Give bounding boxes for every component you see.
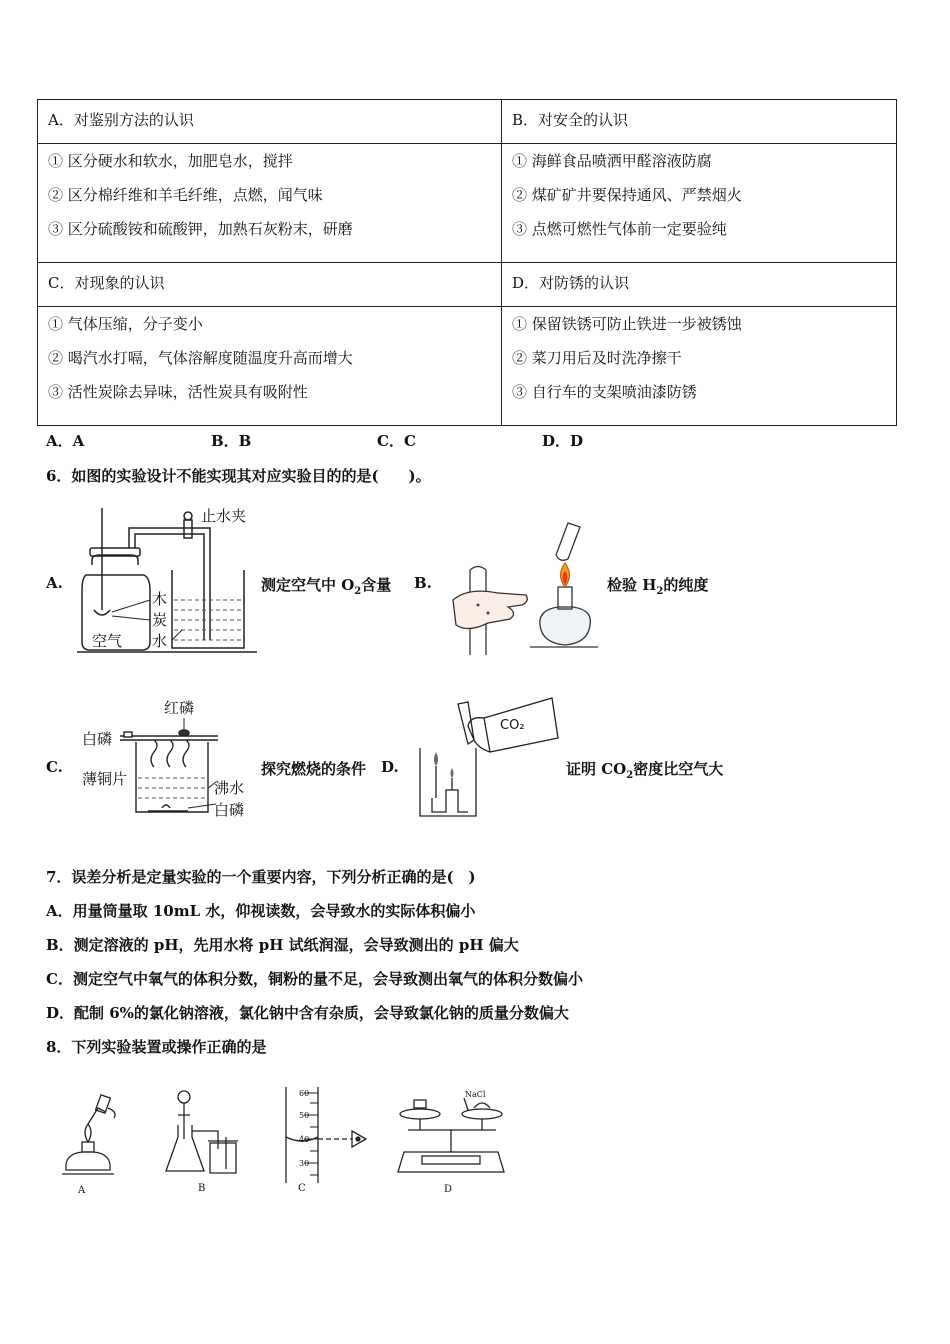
q6-b-caption-pre: 检验 H <box>607 576 657 594</box>
q6-a-caption-sub: 2 <box>354 586 362 597</box>
q6-a-label-charcoal-1: 木 <box>152 590 168 608</box>
q6-c-caption: 探究燃烧的条件 <box>261 760 367 778</box>
q8-stem: 8．下列实验装置或操作正确的是 <box>46 1038 267 1056</box>
cell-a-body <box>38 144 502 263</box>
q6-b-figure <box>448 515 608 655</box>
q7-stem: 7．误差分析是定量实验的一个重要内容，下列分析正确的是( ) <box>46 868 476 886</box>
cell-b-item-3: ③ 点燃可燃性气体前一定要验纯 <box>512 220 727 238</box>
q8-c-tick-60: 60 <box>299 1089 310 1098</box>
cell-c-item-3: ③ 活性炭除去异味，活性炭具有吸附性 <box>48 383 308 401</box>
q6-d-caption-pre: 证明 CO <box>566 760 627 778</box>
q8-label-d: D <box>444 1184 453 1195</box>
q6-d-letter: D. <box>381 758 399 776</box>
q6-a-letter: A. <box>46 574 63 592</box>
q8-d-label-nacl: NaCl <box>465 1090 486 1099</box>
cell-b-title: B．对安全的认识 <box>502 100 897 144</box>
q8-label-a: A <box>78 1185 86 1196</box>
q5-option-d: D．D <box>542 432 584 450</box>
cell-d-title: D．对防锈的认识 <box>502 263 897 307</box>
q7-option-a: A．用量筒量取 10mL 水，仰视读数，会导致水的实际体积偏小 <box>46 902 476 920</box>
knowledge-table <box>37 99 897 426</box>
q6-d-label-co2: CO₂ <box>500 718 525 733</box>
q6-c-letter: C. <box>46 758 63 776</box>
cell-a-item-3: ③ 区分硫酸铵和硫酸钾，加熟石灰粉末，研磨 <box>48 220 353 238</box>
q6-b-letter: B. <box>414 574 432 592</box>
cell-b-body <box>502 144 897 263</box>
q6-a-caption-pre: 测定空气中 O <box>261 576 355 594</box>
q6-a-label-charcoal-2: 炭 <box>152 611 168 629</box>
q7-option-c: C．测定空气中氧气的体积分数，铜粉的量不足，会导致测出氧气的体积分数偏小 <box>46 970 583 988</box>
cell-a-item-1: ① 区分硬水和软水，加肥皂水，搅拌 <box>48 152 293 170</box>
cell-a-item-2: ② 区分棉纤维和羊毛纤维，点燃，闻气味 <box>48 186 323 204</box>
cell-d-item-1: ① 保留铁锈可防止铁进一步被锈蚀 <box>512 315 742 333</box>
q8-c-figure <box>280 1085 380 1185</box>
q6-c-label-boiling-water: 沸水 <box>214 779 245 797</box>
cell-c-title: C．对现象的认识 <box>38 263 502 307</box>
q6-a-label-water: 水 <box>152 632 168 650</box>
q7-option-b: B．测定溶液的 pH，先用水将 pH 试纸润湿，会导致测出的 pH 偏大 <box>46 936 519 954</box>
cell-c-item-1: ① 气体压缩，分子变小 <box>48 315 203 333</box>
q8-a-figure <box>58 1090 128 1182</box>
q6-a-caption-post: 含量 <box>361 576 392 594</box>
q8-c-tick-30: 30 <box>299 1159 310 1168</box>
cell-d-item-2: ② 菜刀用后及时洗净擦干 <box>512 349 682 367</box>
cell-b-item-1: ① 海鲜食品喷洒甲醛溶液防腐 <box>512 152 712 170</box>
q8-d-figure <box>392 1092 512 1182</box>
q6-a-label-clamp: 止水夹 <box>201 507 247 525</box>
q6-stem: 6．如图的实验设计不能实现其对应实验目的的是( )。 <box>46 467 431 485</box>
cell-d-body <box>502 307 897 426</box>
q6-b-caption-sub: 2 <box>656 586 664 597</box>
q6-d-caption-sub: 2 <box>626 770 634 781</box>
q8-c-tick-40: 40 <box>299 1135 310 1144</box>
cell-b-item-2: ② 煤矿矿井要保持通风、严禁烟火 <box>512 186 742 204</box>
cell-c-item-2: ② 喝汽水打嗝，气体溶解度随温度升高而增大 <box>48 349 353 367</box>
q6-d-figure <box>412 694 562 820</box>
cell-a-title: A．对鉴别方法的认识 <box>38 100 502 144</box>
cell-c-body <box>38 307 502 426</box>
q6-d-caption <box>566 758 723 781</box>
q6-d-caption-post: 密度比空气大 <box>633 760 724 778</box>
q6-c-label-white-phosphorus-top: 白磷 <box>82 730 113 748</box>
cell-d-item-3: ③ 自行车的支架喷油漆防锈 <box>512 383 697 401</box>
q6-c-label-copper-sheet: 薄铜片 <box>82 770 128 788</box>
q5-option-b: B．B <box>211 432 252 450</box>
q6-b-caption-post: 的纯度 <box>663 576 709 594</box>
q5-option-a: A．A <box>46 432 85 450</box>
q7-option-d: D．配制 6%的氯化钠溶液，氯化钠中含有杂质，会导致氯化钠的质量分数偏大 <box>46 1004 569 1022</box>
q6-c-figure <box>118 712 228 822</box>
q6-c-label-red-phosphorus: 红磷 <box>164 699 195 717</box>
q8-b-figure <box>160 1085 250 1180</box>
q5-option-c: C．C <box>377 432 416 450</box>
q6-a-caption <box>261 574 391 597</box>
q6-b-caption <box>607 574 708 597</box>
q6-a-label-air: 空气 <box>92 632 123 650</box>
q8-label-b: B <box>198 1183 206 1194</box>
q6-c-label-white-phosphorus-bottom: 白磷 <box>214 801 245 819</box>
q8-label-c: C <box>298 1183 306 1194</box>
q8-c-tick-50: 50 <box>299 1111 310 1120</box>
